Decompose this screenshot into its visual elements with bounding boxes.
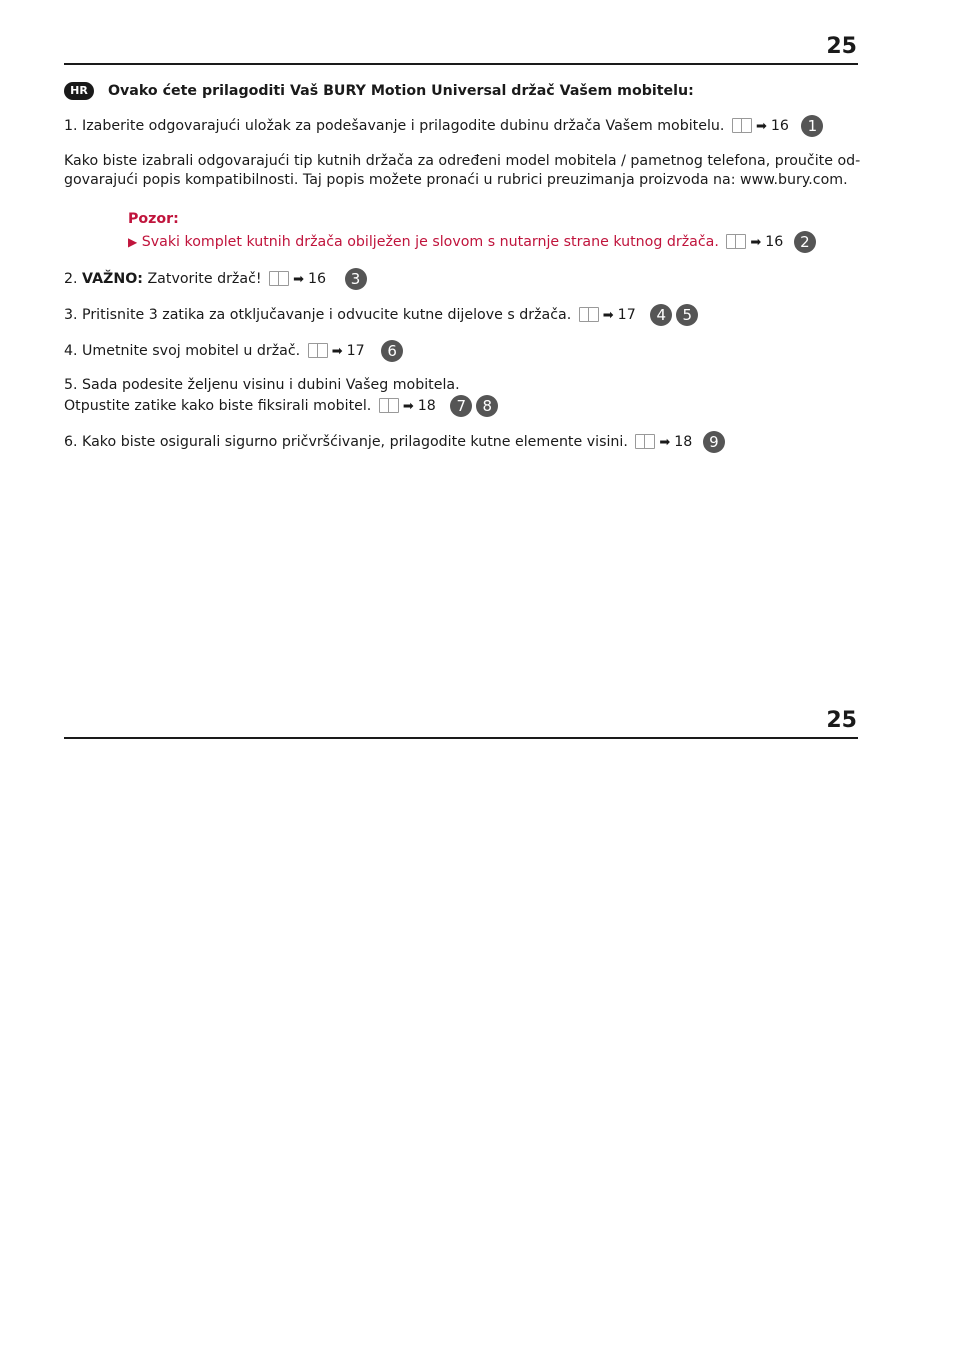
step-6-page-ref: 18: [674, 434, 693, 450]
figure-number-icon: 6: [381, 340, 403, 362]
bullet-triangle-icon: ▶: [128, 235, 138, 249]
warning-page-ref: 16: [765, 234, 784, 250]
step-2: [64, 268, 864, 290]
step-3: [64, 304, 864, 326]
step-5-text: Otpustite zatike kako biste fiksirali mobitel.: [64, 398, 372, 414]
page-number-top: 25: [826, 34, 857, 59]
figure-number-icon: 5: [676, 304, 698, 326]
figure-number-icon: 4: [650, 304, 672, 326]
figure-number-icon: 7: [450, 395, 472, 417]
step-4: [64, 340, 864, 362]
figure-number-icon: 9: [703, 431, 725, 453]
book-icon: [635, 434, 655, 448]
info-paragraph: [64, 152, 864, 190]
step-2-text: Zatvorite držač!: [142, 271, 262, 287]
book-icon: [579, 307, 599, 321]
step-5-line-2: [64, 395, 864, 417]
warning-block: [128, 210, 928, 253]
section-title: Ovako ćete prilagoditi Vaš BURY Motion Universal držač Vašem mobitelu:: [108, 83, 694, 99]
step-4-page-ref: 17: [346, 343, 365, 359]
language-badge: HR: [64, 82, 94, 100]
info-line-2: govarajući popis kompatibilnosti. Taj popis možete pronaći u rubrici preuzimanja proizvoda na: www.bury.com.: [64, 172, 848, 188]
book-icon: [726, 234, 746, 248]
warning-text: Svaki komplet kutnih držača obilježen je slovom s nutarnje strane kutnog držača.: [141, 234, 719, 250]
info-line-1: Kako biste izabrali odgovarajući tip kutnih držača za određeni model mobitela / pametnog telefona, proučite od-: [64, 153, 861, 169]
step-2-prefix: 2.: [64, 271, 83, 287]
figure-number-icon: 1: [801, 115, 823, 137]
step-5-page-ref: 18: [417, 398, 436, 414]
step-3-text: 3. Pritisnite 3 zatika za otključavanje i odvucite kutne dijelove s držača.: [64, 307, 572, 323]
warning-line: [128, 231, 928, 253]
step-2-bold: VAŽNO:: [82, 271, 143, 287]
arrow-right-icon: ➡: [750, 235, 762, 250]
arrow-right-icon: ➡: [402, 399, 414, 414]
step-5: [64, 376, 864, 417]
figure-number-icon: 8: [476, 395, 498, 417]
step-1: [64, 115, 864, 137]
step-4-text: 4. Umetnite svoj mobitel u držač.: [64, 343, 301, 359]
step-3-page-ref: 17: [617, 307, 636, 323]
step-6: [64, 431, 864, 453]
book-icon: [308, 343, 328, 357]
step-6-text: 6. Kako biste osigurali sigurno pričvršćivanje, prilagodite kutne elemente visini.: [64, 434, 628, 450]
figure-number-icon: 3: [345, 268, 367, 290]
step-2-page-ref: 16: [307, 271, 327, 287]
arrow-right-icon: ➡: [602, 308, 614, 323]
arrow-right-icon: ➡: [659, 435, 671, 450]
figure-number-icon: 2: [794, 231, 816, 253]
arrow-right-icon: ➡: [755, 119, 767, 134]
arrow-right-icon: ➡: [331, 344, 343, 359]
book-icon: [732, 118, 752, 132]
book-icon: [269, 271, 289, 285]
instructions-content: [64, 0, 864, 480]
book-icon: [379, 398, 399, 412]
header-rule-bottom: [64, 737, 858, 739]
warning-title: Pozor:: [128, 211, 179, 227]
step-1-text: 1. Izaberite odgovarajući uložak za podešavanje i prilagodite dubinu držača Vašem mobitelu.: [64, 118, 725, 134]
page-number-bottom: 25: [826, 708, 857, 733]
step-1-page-ref: 16: [770, 118, 789, 134]
title-line: [64, 82, 864, 101]
arrow-right-icon: ➡: [293, 272, 304, 287]
step-5-line-1: 5. Sada podesite željenu visinu i dubini Vašeg mobitela.: [64, 377, 460, 393]
